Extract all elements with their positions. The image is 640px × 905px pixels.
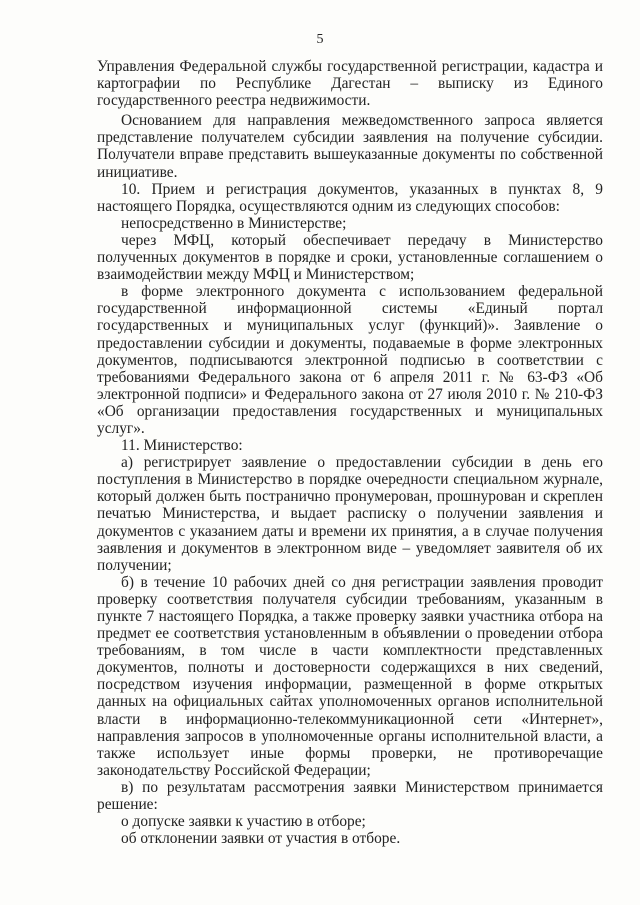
paragraph-method-electronic: в форме электронного документа с использованием федеральной государственной информационной системы «Единый портал государственных и муниципальных услуг (функций)». Заявление о предоставлении субсидии и документы, подаваемые в форме электронных документов, подписываются электронной подписью в соответствии с требованиями Федерального закона от 6 апреля 2011 г. № 63-ФЗ «Об электронной подписи» и Федерального закона от 27 июля 2010 г. № 210-ФЗ «Об организации предоставления государственных и муниципальных услуг». bbox=[97, 283, 603, 437]
document-body bbox=[97, 58, 603, 847]
paragraph-decision-admit: о допуске заявки к участию в отборе; bbox=[121, 813, 366, 831]
paragraph-item-11: 11. Министерство: bbox=[121, 437, 243, 455]
paragraph-registry-extract: Управления Федеральной службы государственной регистрации, кадастра и картографии по Республике Дагестан – выписку из Единого государственного реестра недвижимости. bbox=[97, 58, 603, 110]
paragraph-subitem-b: б) в течение 10 рабочих дней со дня регистрации заявления проводит проверку соответствия получателя субсидии требованиям, указанным в пункте 7 настоящего Порядка, а также проверку заявки участника отбора на предмет ее соответствия установленным в объявлении о проведении отбора требованиям, в том числе в части комплектности представленных документов, полноты и достоверности содержащихся в них сведений, посредством изучения информации, размещенной в форме открытых данных на официальных сайтах уполномоченных органов исполнительной власти в информационно-телекоммуникационной сети «Интернет», направления запросов в уполномоченные органы исполнительной власти, а также использует иные формы проверки, не противоречащие законодательству Российской Федерации; bbox=[97, 573, 603, 779]
paragraph-subitem-v: в) по результатам рассмотрения заявки Министерством принимается решение: bbox=[97, 778, 603, 814]
page-number: 5 bbox=[316, 32, 324, 47]
paragraph-method-ministry: непосредственно в Министерстве; bbox=[121, 214, 347, 232]
paragraph-item-10: 10. Прием и регистрация документов, указанных в пунктах 8, 9 настоящего Порядка, осуществляются одним из следующих способов: bbox=[97, 180, 603, 215]
paragraph-subitem-a: а) регистрирует заявление о предоставлении субсидии в день его поступления в Министерство в порядке очередности специальном журнале, который должен быть постранично пронумерован, прошнурован и скреплен печатью Министерства, и выдает расписку о получении заявления и документов с указанием даты и времени их принятия, а в случае получения заявления и документов в электронном виде – уведомляет заявителя об их получении; bbox=[97, 454, 603, 574]
paragraph-interagency-request: Основанием для направления межведомственного запроса является представление получателем субсидии заявления на получение субсидии. Получатели вправе представить вышеуказанные документы по собственной инициативе. bbox=[97, 112, 603, 181]
paragraph-decision-reject: об отклонении заявки от участия в отборе. bbox=[121, 830, 401, 848]
paragraph-method-mfc: через МФЦ, который обеспечивает передачу в Министерство полученных документов в порядке и сроки, установленные соглашением о взаимодействии между МФЦ и Министерством; bbox=[97, 231, 603, 284]
